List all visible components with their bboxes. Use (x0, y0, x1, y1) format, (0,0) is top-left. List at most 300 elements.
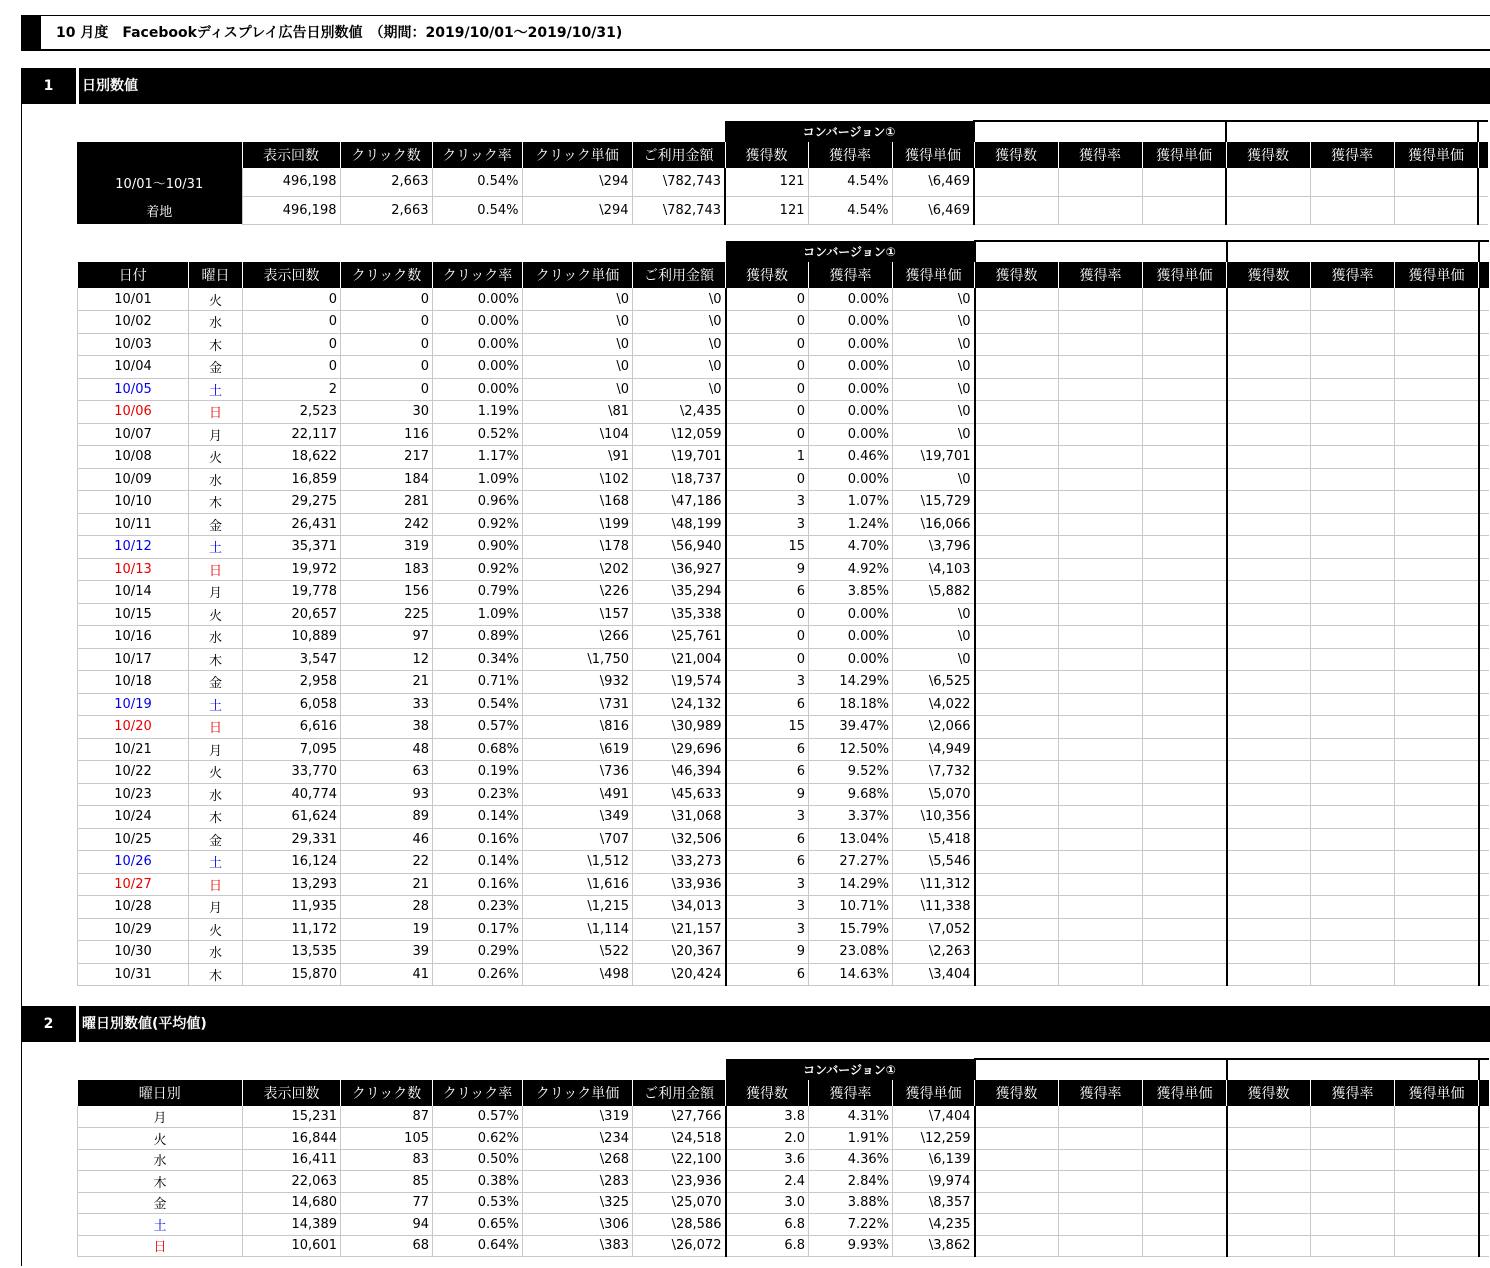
empty-cell (1059, 896, 1143, 919)
value-cell: 0.38% (433, 1171, 523, 1193)
value-cell: \31,068 (633, 806, 726, 829)
empty-cell (1479, 446, 1489, 469)
value-cell: \157 (523, 603, 633, 626)
value-cell: \6,139 (893, 1149, 975, 1171)
value-cell: 2 (243, 378, 341, 401)
col-header: 獲得数 (725, 142, 808, 168)
value-cell: 0 (726, 311, 809, 334)
weekday-cell: 日 (189, 873, 243, 896)
value-cell: \0 (633, 356, 726, 379)
value-cell: \0 (893, 356, 975, 379)
empty-cell (1143, 446, 1227, 469)
value-cell: 77 (341, 1192, 433, 1214)
value-cell: 94 (341, 1214, 433, 1236)
conversion-group-empty (1226, 121, 1478, 142)
col-header: クリック数 (340, 142, 432, 168)
empty-cell (1479, 1128, 1489, 1150)
empty-cell (975, 1192, 1059, 1214)
empty-cell (1311, 918, 1395, 941)
empty-cell (1479, 536, 1489, 559)
table-row (78, 581, 1489, 604)
empty-cell (1479, 558, 1489, 581)
empty-cell (1479, 671, 1489, 694)
empty-cell (1059, 468, 1143, 491)
empty-cell (1059, 1106, 1143, 1128)
weekday-cell: 木 (189, 491, 243, 514)
col-header: 獲得単価 (1394, 142, 1478, 168)
empty-cell (975, 626, 1059, 649)
date-cell: 10/09 (78, 468, 189, 491)
value-cell: 496,198 (242, 168, 340, 196)
value-cell: 0.34% (433, 648, 523, 671)
value-cell: 0.46% (809, 446, 893, 469)
empty-cell (1311, 1214, 1395, 1236)
weekday-cell: 木 (189, 648, 243, 671)
empty-cell (975, 1214, 1059, 1236)
value-cell: 0 (341, 356, 433, 379)
date-cell: 10/25 (78, 828, 189, 851)
value-cell: \0 (633, 333, 726, 356)
empty-cell (1479, 851, 1489, 874)
empty-cell (1395, 626, 1479, 649)
empty-cell (1059, 423, 1143, 446)
col-header: 獲得数 (726, 262, 809, 288)
empty-cell (1227, 873, 1311, 896)
empty-cell (1479, 828, 1489, 851)
value-cell: \6,525 (893, 671, 975, 694)
value-cell: \234 (523, 1128, 633, 1150)
empty-cell (975, 783, 1059, 806)
value-cell: \0 (523, 378, 633, 401)
value-cell: 2,663 (340, 196, 432, 224)
value-cell: 6 (726, 761, 809, 784)
empty-cell (1143, 378, 1227, 401)
value-cell: \26,072 (633, 1235, 726, 1257)
empty-cell (1142, 168, 1226, 196)
value-cell: 0.53% (433, 1192, 523, 1214)
value-cell: 0.00% (809, 378, 893, 401)
value-cell: \0 (893, 603, 975, 626)
weekday-cell: 月 (189, 581, 243, 604)
empty-cell (1311, 1192, 1395, 1214)
value-cell: 1.17% (433, 446, 523, 469)
value-cell: \294 (522, 168, 632, 196)
value-cell: 116 (341, 423, 433, 446)
table-row (78, 1214, 1489, 1236)
value-cell: \19,701 (633, 446, 726, 469)
empty-cell (1311, 1171, 1395, 1193)
value-cell: 27.27% (809, 851, 893, 874)
empty-cell (1227, 851, 1311, 874)
left-margin-line (21, 104, 22, 1266)
weekday-cell: 金 (189, 356, 243, 379)
empty-cell (1311, 671, 1395, 694)
empty-cell (1395, 333, 1479, 356)
empty-cell (1143, 356, 1227, 379)
col-header-weekday-group: 曜日別 (78, 1080, 243, 1106)
value-cell: 0.57% (433, 716, 523, 739)
empty-cell (1395, 468, 1479, 491)
value-cell: \522 (523, 941, 633, 964)
conversion-group-edge (1479, 241, 1489, 262)
empty-cell (1143, 806, 1227, 829)
value-cell: 3 (726, 918, 809, 941)
empty-cell (1059, 806, 1143, 829)
empty-cell (1227, 581, 1311, 604)
value-cell: 9.52% (809, 761, 893, 784)
empty-cell (1058, 196, 1142, 224)
col-header: クリック率 (432, 142, 522, 168)
weekday-cell: 金 (78, 1192, 243, 1214)
empty-cell (1143, 423, 1227, 446)
weekday-cell: 土 (78, 1214, 243, 1236)
header-row (78, 262, 1489, 288)
weekday-cell: 木 (189, 806, 243, 829)
table-row (78, 378, 1489, 401)
group-spacer (78, 241, 726, 262)
value-cell: 1.24% (809, 513, 893, 536)
value-cell: 1 (726, 446, 809, 469)
value-cell: 1.19% (433, 401, 523, 424)
empty-cell (975, 288, 1059, 311)
value-cell: \6,469 (892, 196, 974, 224)
empty-cell (1394, 196, 1478, 224)
empty-cell (1311, 333, 1395, 356)
value-cell: \48,199 (633, 513, 726, 536)
weekday-cell: 火 (189, 446, 243, 469)
empty-cell (1479, 468, 1489, 491)
value-cell: \0 (633, 311, 726, 334)
empty-cell (1479, 603, 1489, 626)
empty-cell (1059, 828, 1143, 851)
value-cell: 6 (726, 851, 809, 874)
value-cell: 19,972 (243, 558, 341, 581)
col-header: 獲得単価 (892, 142, 974, 168)
empty-cell (1479, 738, 1489, 761)
empty-cell (1311, 581, 1395, 604)
weekday-cell: 日 (189, 401, 243, 424)
value-cell: 33 (341, 693, 433, 716)
value-cell: 0.00% (433, 356, 523, 379)
empty-cell (1143, 783, 1227, 806)
value-cell: \5,418 (893, 828, 975, 851)
value-cell: 3 (726, 671, 809, 694)
table-row (78, 918, 1489, 941)
weekday-cell: 水 (189, 626, 243, 649)
value-cell: 1.07% (809, 491, 893, 514)
empty-cell (1059, 626, 1143, 649)
value-cell: \21,004 (633, 648, 726, 671)
empty-cell (1227, 783, 1311, 806)
value-cell: \283 (523, 1171, 633, 1193)
empty-cell (1059, 1235, 1143, 1257)
empty-cell (1311, 446, 1395, 469)
value-cell: 15.79% (809, 918, 893, 941)
weekday-cell: 金 (189, 513, 243, 536)
date-cell: 10/30 (78, 941, 189, 964)
empty-cell (1311, 941, 1395, 964)
weekday-cell: 火 (189, 288, 243, 311)
empty-cell (1059, 446, 1143, 469)
empty-cell (975, 1235, 1059, 1257)
empty-cell (1479, 806, 1489, 829)
value-cell: 0.64% (433, 1235, 523, 1257)
empty-cell (1059, 716, 1143, 739)
value-cell: 22 (341, 851, 433, 874)
value-cell: \36,927 (633, 558, 726, 581)
date-cell: 10/29 (78, 918, 189, 941)
conversion-group-empty (974, 121, 1226, 142)
empty-cell (975, 536, 1059, 559)
table-row (78, 873, 1489, 896)
value-cell: 16,124 (243, 851, 341, 874)
empty-cell (975, 558, 1059, 581)
value-cell: 6 (726, 963, 809, 986)
empty-cell (1395, 1128, 1479, 1150)
empty-cell (1059, 963, 1143, 986)
value-cell: 87 (341, 1106, 433, 1128)
empty-cell (1227, 1171, 1311, 1193)
value-cell: 19,778 (243, 581, 341, 604)
value-cell: 16,859 (243, 468, 341, 491)
date-cell: 10/01 (78, 288, 189, 311)
empty-cell (1227, 558, 1311, 581)
conversion-group-label: コンバージョン① (725, 121, 974, 142)
empty-cell (1227, 1214, 1311, 1236)
value-cell: \25,761 (633, 626, 726, 649)
conversion-group-edge (1478, 121, 1488, 142)
col-header: クリック単価 (523, 262, 633, 288)
table-row (78, 806, 1489, 829)
value-cell: 0 (726, 356, 809, 379)
empty-cell (1143, 693, 1227, 716)
empty-cell (1395, 1171, 1479, 1193)
col-header: 獲得率 (1311, 262, 1395, 288)
table-row (78, 1235, 1489, 1257)
col-header: クリック率 (433, 1080, 523, 1106)
value-cell: \20,367 (633, 941, 726, 964)
empty-cell (1478, 196, 1488, 224)
empty-cell (1143, 491, 1227, 514)
value-cell: 0.54% (432, 196, 522, 224)
value-cell: 0.26% (433, 963, 523, 986)
empty-cell (1479, 311, 1489, 334)
col-header: 獲得単価 (1395, 262, 1479, 288)
value-cell: 7,095 (243, 738, 341, 761)
empty-cell (1143, 333, 1227, 356)
conversion-group-empty (1227, 1059, 1479, 1080)
empty-cell (1227, 896, 1311, 919)
value-cell: \226 (523, 581, 633, 604)
empty-cell (1479, 333, 1489, 356)
conversion-group-empty (975, 1059, 1227, 1080)
col-header: クリック単価 (523, 1080, 633, 1106)
value-cell: \5,070 (893, 783, 975, 806)
value-cell: 0.00% (809, 356, 893, 379)
value-cell: 0 (243, 288, 341, 311)
date-cell: 10/20 (78, 716, 189, 739)
empty-cell (1478, 168, 1488, 196)
empty-cell (1310, 168, 1394, 196)
col-header: ご利用金額 (633, 262, 726, 288)
empty-cell (1395, 738, 1479, 761)
group-spacer (77, 121, 725, 142)
conversion-group-empty (975, 241, 1227, 262)
table-row (78, 896, 1489, 919)
value-cell: 0.16% (433, 828, 523, 851)
empty-cell (1227, 446, 1311, 469)
empty-cell (1143, 1235, 1227, 1257)
empty-cell (975, 333, 1059, 356)
value-cell: \30,989 (633, 716, 726, 739)
value-cell: 4.31% (809, 1106, 893, 1128)
weekday-cell: 土 (189, 851, 243, 874)
empty-cell (1311, 738, 1395, 761)
empty-cell (975, 896, 1059, 919)
value-cell: 19 (341, 918, 433, 941)
col-header: 獲得数 (974, 142, 1058, 168)
value-cell: 6 (726, 738, 809, 761)
value-cell: \47,186 (633, 491, 726, 514)
value-cell: 6 (726, 828, 809, 851)
value-cell: \1,114 (523, 918, 633, 941)
value-cell: 0.00% (809, 288, 893, 311)
empty-cell (1227, 963, 1311, 986)
value-cell: 0.00% (809, 468, 893, 491)
empty-cell (1311, 806, 1395, 829)
empty-cell (975, 356, 1059, 379)
value-cell: 26,431 (243, 513, 341, 536)
value-cell: 0.00% (809, 603, 893, 626)
value-cell: \0 (523, 333, 633, 356)
empty-cell (1227, 941, 1311, 964)
value-cell: 0.92% (433, 513, 523, 536)
value-cell: \0 (893, 648, 975, 671)
value-cell: \1,215 (523, 896, 633, 919)
value-cell: 11,172 (243, 918, 341, 941)
empty-cell (1479, 693, 1489, 716)
empty-cell (1059, 873, 1143, 896)
weekday-cell: 土 (189, 693, 243, 716)
empty-cell (1059, 693, 1143, 716)
empty-cell (1395, 1106, 1479, 1128)
value-cell: 4.70% (809, 536, 893, 559)
value-cell: 2,523 (243, 401, 341, 424)
empty-cell (1395, 603, 1479, 626)
value-cell: 7.22% (809, 1214, 893, 1236)
empty-cell (975, 873, 1059, 896)
value-cell: 15,870 (243, 963, 341, 986)
value-cell: 0.90% (433, 536, 523, 559)
empty-cell (975, 378, 1059, 401)
empty-cell (1143, 648, 1227, 671)
empty-cell (975, 1106, 1059, 1128)
empty-cell (974, 168, 1058, 196)
value-cell: \24,132 (633, 693, 726, 716)
empty-cell (975, 918, 1059, 941)
empty-cell (1311, 963, 1395, 986)
empty-cell (1479, 401, 1489, 424)
empty-cell (1227, 671, 1311, 694)
table-row (78, 1171, 1489, 1193)
value-cell: \18,737 (633, 468, 726, 491)
value-cell: \7,052 (893, 918, 975, 941)
empty-cell (1227, 468, 1311, 491)
empty-cell (1059, 536, 1143, 559)
empty-cell (1143, 851, 1227, 874)
empty-cell (1479, 963, 1489, 986)
value-cell: \3,404 (893, 963, 975, 986)
empty-cell (975, 693, 1059, 716)
value-cell: \202 (523, 558, 633, 581)
value-cell: \19,701 (893, 446, 975, 469)
value-cell: \268 (523, 1149, 633, 1171)
value-cell: 0 (726, 423, 809, 446)
table-row (78, 671, 1489, 694)
empty-cell (975, 738, 1059, 761)
empty-cell (975, 423, 1059, 446)
empty-cell (1311, 378, 1395, 401)
value-cell: 2,958 (243, 671, 341, 694)
empty-cell (1395, 783, 1479, 806)
date-cell: 10/10 (78, 491, 189, 514)
weekday-cell: 火 (189, 603, 243, 626)
value-cell: \35,294 (633, 581, 726, 604)
conversion-group-label: コンバージョン① (726, 1059, 975, 1080)
empty-cell (1311, 716, 1395, 739)
empty-cell (1311, 896, 1395, 919)
value-cell: 14.29% (809, 873, 893, 896)
value-cell: 0.00% (809, 333, 893, 356)
table-row (78, 536, 1489, 559)
empty-cell (975, 648, 1059, 671)
value-cell: \731 (523, 693, 633, 716)
value-cell: \33,273 (633, 851, 726, 874)
empty-cell (1143, 738, 1227, 761)
value-cell: 0.68% (433, 738, 523, 761)
summary-label: 10/01〜10/31 (77, 168, 242, 196)
empty-cell (1143, 1192, 1227, 1214)
empty-cell (1395, 761, 1479, 784)
empty-cell (1311, 693, 1395, 716)
value-cell: 0.23% (433, 896, 523, 919)
section-2-header (21, 1006, 1490, 1042)
empty-cell (1143, 1106, 1227, 1128)
value-cell: 12.50% (809, 738, 893, 761)
date-cell: 10/14 (78, 581, 189, 604)
value-cell: \168 (523, 491, 633, 514)
empty-cell (1479, 1106, 1489, 1128)
value-cell: 0.19% (433, 761, 523, 784)
empty-cell (1395, 356, 1479, 379)
value-cell: \22,100 (633, 1149, 726, 1171)
table-row (78, 783, 1489, 806)
value-cell: 35,371 (243, 536, 341, 559)
weekday-cell: 日 (189, 716, 243, 739)
value-cell: 0.00% (809, 648, 893, 671)
value-cell: 3 (726, 873, 809, 896)
empty-cell (1059, 851, 1143, 874)
table-row (78, 648, 1489, 671)
empty-cell (1227, 311, 1311, 334)
empty-cell (1311, 1106, 1395, 1128)
empty-cell (1311, 873, 1395, 896)
value-cell: \15,729 (893, 491, 975, 514)
empty-cell (1311, 1235, 1395, 1257)
value-cell: 61,624 (243, 806, 341, 829)
value-cell: 319 (341, 536, 433, 559)
empty-cell (1227, 918, 1311, 941)
